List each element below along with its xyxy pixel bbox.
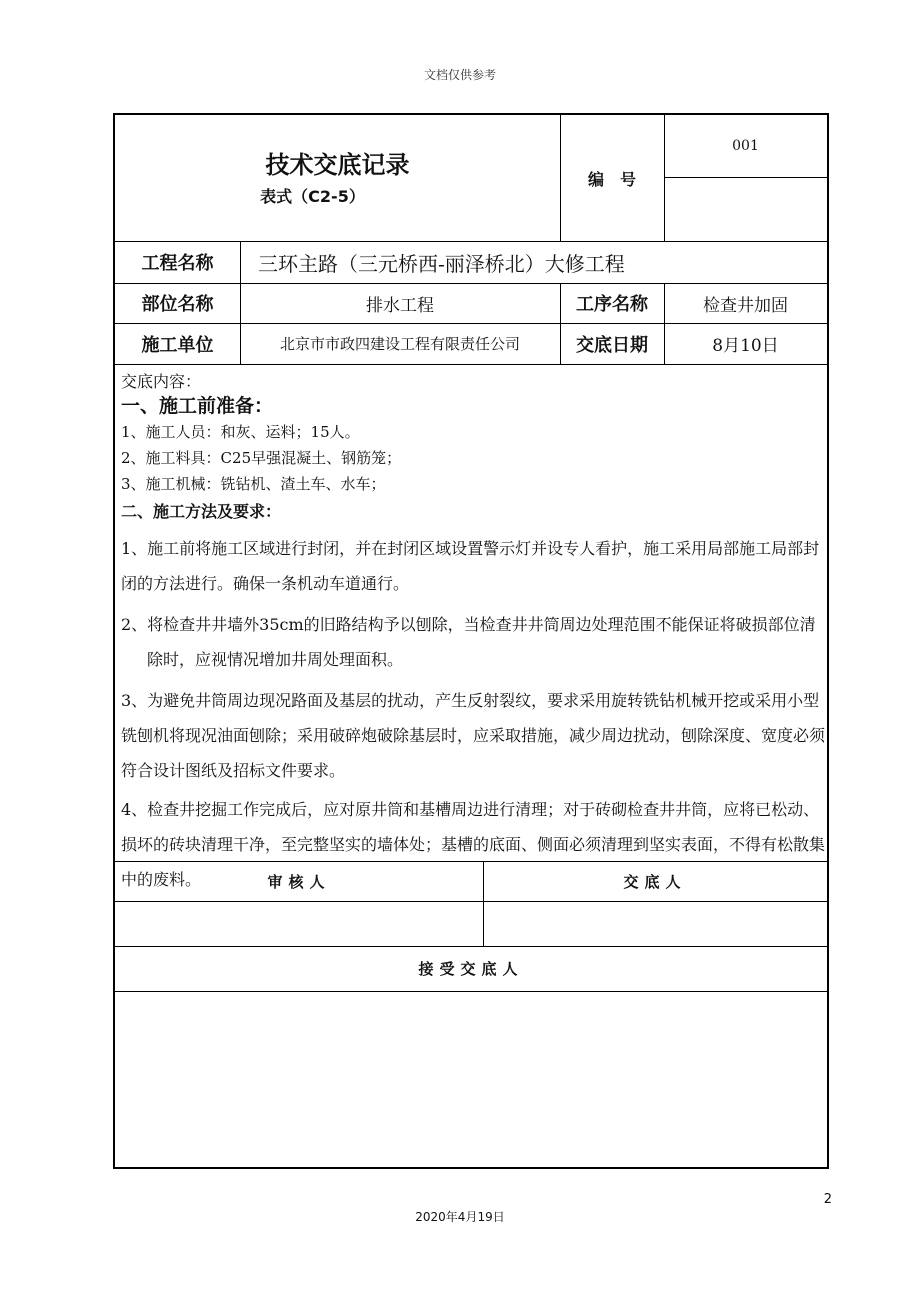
part-label: 部位名称 [141,294,214,315]
number-label: 编 号 [587,169,636,189]
project-label: 工程名称 [141,253,214,274]
title-block [115,115,560,241]
presenter-signature-field[interactable] [483,901,827,946]
list-item: 3、施工机械：铣钻机、渣土车、水车； [121,475,386,493]
section1-title: 一、施工前准备： [121,395,274,417]
project-value: 三环主路（三元桥西-丽泽桥北）大修工程 [258,251,625,276]
process-label: 工序名称 [576,294,648,315]
content-intro: 交底内容： [121,372,202,391]
disclosure-content [121,371,825,897]
reviewer-signature-field[interactable] [115,901,483,946]
paragraph: 2、将检查井井墙外35cm的旧路结构予以刨除，当检查井井筒周边处理范围不能保证将破损部位清除时，应视情况增加井周处理面积。 [121,615,816,669]
paragraph: 4、检查井挖掘工作完成后，应对原井筒和基槽周边进行清理；对于砖砌检查井井筒，应将已松动、损坏的砖块清理干净，至完整坚实的墙体处；基槽的底面、侧面必须清理到坚实表面，不得有松散集中的废料。 [121,800,826,889]
list-item: 1、施工人员：和灰、运料；15人。 [121,423,360,441]
part-value: 排水工程 [366,295,434,316]
paragraph: 1、施工前将施工区域进行封闭，并在封闭区域设置警示灯并设专人看护，施工采用局部施工局部封闭的方法进行。确保一条机动车道通行。 [121,539,820,593]
form-title: 技术交底记录 [265,151,410,179]
row-divider [664,177,827,178]
process-value: 检查井加固 [703,295,788,316]
list-item: 2、施工料具：C25早强混凝土、钢筋笼； [121,449,402,467]
date-label: 交底日期 [576,334,648,356]
disclosure-form [113,113,829,1169]
presenter-label: 交底人 [623,872,687,891]
date-value: 8月10日 [712,336,779,356]
page-number: 2 [823,1192,832,1207]
receiver-signature-field[interactable] [115,991,827,1167]
section2-title: 二、施工方法及要求： [121,502,282,521]
row-divider [115,364,827,365]
paragraph: 3、为避免井筒周边现况路面及基层的扰动，产生反射裂纹，要求采用旋转铣钻机械开挖或采用小型铣刨机将现况油面刨除；采用破碎炮破除基层时，应采取措施，减少周边扰动，刨除深度、宽度必须符合设计图纸及招标文件要求。 [121,691,826,780]
unit-value: 北京市市政四建设工程有限责任公司 [279,335,520,353]
footer-date: 2020年4月19日 [415,1210,505,1224]
receiver-label: 接受交底人 [418,960,524,978]
unit-label: 施工单位 [141,334,214,356]
header-note: 文档仅供参考 [423,68,496,82]
number-value: 001 [732,138,759,154]
reviewer-label: 审核人 [267,872,331,891]
form-subtitle: 表式（C2-5） [260,187,365,206]
